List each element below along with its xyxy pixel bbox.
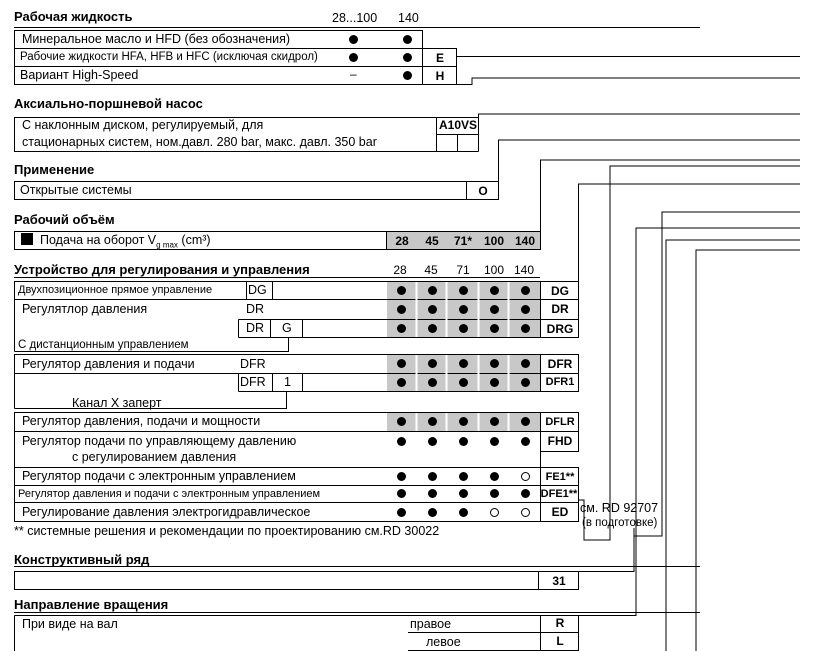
code-dfr: DFR — [547, 357, 573, 371]
available-dot — [521, 417, 530, 426]
available-dot — [428, 437, 437, 446]
available-dot — [428, 472, 437, 481]
available-dot — [521, 305, 530, 314]
code-ed: ED — [551, 505, 569, 519]
control-channel-label: Канал X заперт — [72, 396, 162, 410]
available-dot — [397, 359, 406, 368]
available-dot — [521, 489, 530, 498]
available-dot — [490, 472, 499, 481]
control-drg-abbr2: G — [282, 321, 292, 335]
available-dot — [428, 324, 437, 333]
rotation-title: Направление вращения — [14, 597, 169, 612]
control-note: ** системные решения и рекомендации по проектированию см.RD 30022 — [14, 524, 440, 538]
code-a10vs: A10VS — [438, 118, 478, 132]
control-dr-label: Регулятлор давления — [22, 302, 148, 316]
fluid-col-28-100: 28...100 — [332, 11, 378, 25]
control-drg-abbr: DR — [246, 321, 265, 335]
control-ref2: (в подготовке) — [582, 517, 658, 529]
fluid-title: Рабочая жидкость — [14, 9, 133, 24]
available-dot — [459, 417, 468, 426]
code-drg: DRG — [546, 322, 574, 336]
available-dot — [459, 359, 468, 368]
code-dfe1: DFE1** — [540, 488, 578, 500]
control-fhd-label1: Регулятор подачи по управляющему давлению — [22, 434, 297, 448]
rotation-label: При виде на вал — [22, 617, 118, 631]
series-title: Конструктивный ряд — [14, 552, 150, 567]
available-dot — [397, 472, 406, 481]
in-preparation-dot — [490, 508, 499, 517]
available-dot — [521, 378, 530, 387]
control-title: Устройство для регулирования и управления — [14, 262, 310, 277]
in-preparation-dot — [521, 472, 530, 481]
pump-desc-line1: С наклонным диском, регулируемый, для — [22, 118, 264, 132]
available-dot — [397, 286, 406, 295]
code-o: O — [478, 184, 488, 198]
control-dfr1-abbr: DFR — [240, 375, 266, 389]
control-dfr-label: Регулятор давления и подачи — [22, 357, 195, 371]
code-dflr: DFLR — [545, 416, 575, 428]
available-dot — [397, 378, 406, 387]
available-dot — [521, 324, 530, 333]
fluid-row-mineral: Минеральное масло и HFD (без обозначения) — [22, 32, 291, 46]
control-dfe1-label: Регулятор давления и подачи с электронным управлением — [18, 488, 321, 500]
available-dot — [397, 489, 406, 498]
control-col-45: 45 — [424, 263, 438, 277]
available-dot — [459, 324, 468, 333]
control-fhd-label2: с регулированием давления — [72, 450, 237, 464]
available-dot — [459, 378, 468, 387]
available-dot — [459, 472, 468, 481]
available-dot — [428, 359, 437, 368]
available-dot — [490, 489, 499, 498]
fluid-dot — [403, 35, 412, 44]
fluid-dot — [403, 53, 412, 62]
control-dg-abbr: DG — [248, 283, 267, 297]
available-dot — [397, 437, 406, 446]
available-dot — [428, 489, 437, 498]
available-dot — [490, 378, 499, 387]
code-e: E — [435, 51, 444, 65]
rotation-right: правое — [410, 617, 452, 631]
available-dot — [459, 489, 468, 498]
available-dot — [428, 286, 437, 295]
code-fe1: FE1** — [545, 471, 575, 483]
application-label: Открытые системы — [20, 183, 132, 197]
available-dot — [459, 508, 468, 517]
available-dot — [397, 508, 406, 517]
control-dfr1-abbr2: 1 — [284, 375, 291, 389]
fluid-row-hfa: Рабочие жидкости HFA, HFB и HFC (исключая скидрол) — [20, 51, 318, 63]
size-28: 28 — [395, 234, 409, 248]
control-dg-label: Двухпозиционное прямое управление — [18, 284, 213, 296]
code-fhd: FHD — [547, 434, 573, 448]
control-col-71: 71 — [456, 263, 470, 277]
available-dot — [428, 508, 437, 517]
size-71: 71* — [453, 234, 473, 248]
code-dg: DG — [551, 284, 569, 298]
displacement-title: Рабочий объём — [14, 212, 115, 227]
available-dot — [459, 286, 468, 295]
control-col-28: 28 — [393, 263, 407, 277]
code-r: R — [555, 616, 565, 630]
control-fe1-label: Регулятор подачи с электронным управлением — [22, 469, 296, 483]
code-dfr1: DFR1 — [545, 376, 575, 388]
available-dot — [459, 305, 468, 314]
fluid-dash: – — [350, 67, 357, 81]
available-dot — [490, 437, 499, 446]
available-dot — [521, 359, 530, 368]
control-ref1: см. RD 92707 — [580, 501, 659, 515]
fluid-col-140: 140 — [398, 11, 419, 25]
size-100: 100 — [483, 234, 505, 248]
available-dot — [490, 359, 499, 368]
available-dot — [490, 417, 499, 426]
code-l: L — [556, 634, 564, 648]
available-dot — [428, 378, 437, 387]
control-dflr-label: Регулятор давления, подачи и мощности — [22, 414, 261, 428]
displacement-label: Подача на оборот $V_{g max}$ (cm³) — [40, 233, 211, 250]
control-col-140: 140 — [513, 263, 535, 277]
available-dot — [397, 305, 406, 314]
code-31: 31 — [552, 574, 566, 588]
control-ed-label: Регулирование давления электрогидравлическое — [22, 505, 311, 519]
pump-title: Аксиально-поршневой насос — [14, 96, 203, 111]
available-dot — [490, 305, 499, 314]
control-dr-abbr: DR — [246, 302, 265, 316]
available-dot — [397, 324, 406, 333]
fluid-dot — [403, 71, 412, 80]
code-h: H — [435, 69, 445, 83]
application-title: Применение — [14, 162, 95, 177]
available-dot — [490, 324, 499, 333]
available-dot — [428, 305, 437, 314]
control-dfr-abbr: DFR — [240, 357, 266, 371]
in-preparation-dot — [521, 508, 530, 517]
size-45: 45 — [425, 234, 439, 248]
available-dot — [490, 286, 499, 295]
code-dr: DR — [551, 302, 569, 316]
rotation-left: левое — [426, 635, 461, 649]
available-dot — [521, 286, 530, 295]
fluid-dot — [349, 53, 358, 62]
available-dot — [397, 417, 406, 426]
pump-desc-line2: стационарных систем, ном.давл. 280 bar, макс. давл. 350 bar — [22, 135, 377, 149]
available-dot — [521, 437, 530, 446]
available-dot — [428, 417, 437, 426]
fluid-row-high-speed: Вариант High-Speed — [20, 68, 139, 82]
available-dot — [459, 437, 468, 446]
control-remote-label: С дистанционным управлением — [18, 339, 189, 351]
size-140: 140 — [514, 234, 536, 248]
control-col-100: 100 — [483, 263, 505, 277]
fluid-dot — [349, 35, 358, 44]
